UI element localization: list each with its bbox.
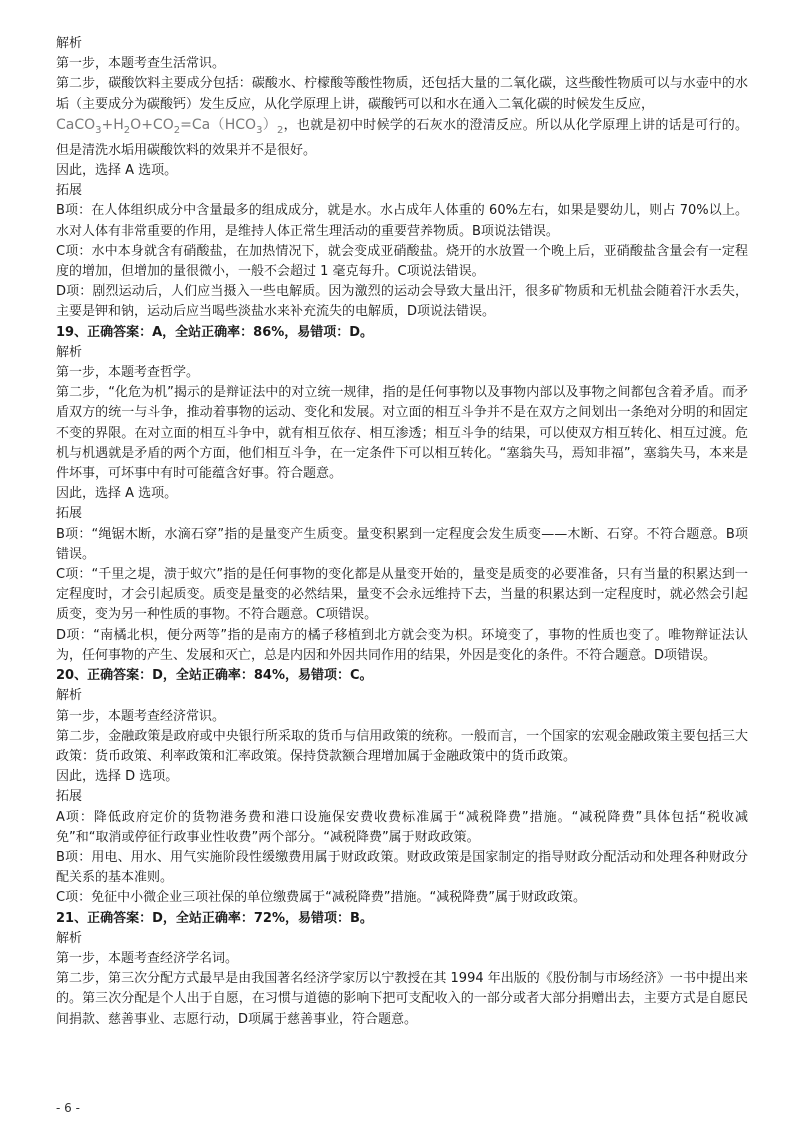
q20-step1: 第一步，本题考查经济常识。 <box>56 708 226 724</box>
extension-label-20: 拓展 <box>56 789 83 805</box>
q18-option-c: C项：水中本身就含有硝酸盐，在加热情况下，就会变成亚硝酸盐。烧开的水放置一个晚上后，亚硝酸盐含量会有一定程度的增加，但增加的量很微小，一般不会超过 1 毫克每升。C项说法错误。 <box>56 243 748 280</box>
q19-header: 19、正确答案：A，全站正确率：86%，易错项：D。 <box>56 324 374 340</box>
q18-option-d: D项：剧烈运动后，人们应当摄入一些电解质。因为激烈的运动会导致大量出汗，很多矿物质和无机盐会随着汗水丢失，主要是钾和钠，运动后应当喝些淡盐水来补充流失的电解质，D项说法错误。 <box>56 284 748 320</box>
q18-step1: 第一步，本题考查生活常识。 <box>56 56 226 72</box>
extension-label-18: 拓展 <box>56 183 83 199</box>
q18-option-b: B项：在人体组织成分中含量最多的组成成分，就是水。水占成年人体重的 60%左右，如果是婴幼儿，则占 70%以上。水对人体有非常重要的作用，是维持人体正常生理活动的重要营养物质。B项说法错误。 <box>56 203 748 239</box>
q19-option-d: D项：“南橘北枳，便分两等”指的是南方的橘子移植到北方就会变为枳。环境变了，事物的性质也变了。唯物辩证法认为，任何事物的产生、发展和灭亡，总是内因和外因共同作用的结果，外因是变化的条件。不符合题意。D项错误。 <box>56 627 748 663</box>
q20-option-b: B项：用电、用水、用气实施阶段性缓缴费用属于财政政策。财政政策是国家制定的指导财政分配活动和处理各种财政分配关系的基本准则。 <box>56 849 748 886</box>
q19-option-b: B项：“绳锯木断，水滴石穿”指的是量变产生质变。量变积累到一定程度会发生质变——木断、石穿。不符合题意。B项错误。 <box>56 526 748 562</box>
q20-header: 20、正确答案：D，全站正确率：84%，易错项：C。 <box>56 668 373 684</box>
chemical-formula: $CaCO_3+H_2O+CO_2=Ca(HCO_3)_2$ <box>56 116 284 136</box>
q20-conclusion: 因此，选择 D 选项。 <box>56 769 179 785</box>
q21-step1: 第一步，本题考查经济学名词。 <box>56 950 239 966</box>
q19-conclusion: 因此，选择 A 选项。 <box>56 486 178 502</box>
analysis-label-19: 解析 <box>56 344 83 360</box>
q20-step2: 第二步，金融政策是政府或中央银行所采取的货币与信用政策的统称。一般而言，一个国家的宏观金融政策主要包括三大政策：货币政策、利率政策和汇率政策。保持贷款额合理增加属于金融政策中的货币政策。 <box>56 728 748 764</box>
analysis-label-20: 解析 <box>56 688 83 704</box>
extension-label-19: 拓展 <box>56 506 83 522</box>
q18-step2: 第二步，碳酸饮料主要成分包括：碳酸水、柠檬酸等酸性物质，还包括大量的二氧化碳，这些酸性物质可以与水壶中的水垢（主要成分为碳酸钙）发生反应，从化学原理上讲，碳酸钙可以和水在通入二氧化碳的时候发生反应， $CaCO_3+H_2O+CO_2=Ca(HCO_3)_2$，也就是初中时候学的石灰水的澄清反应。所以从化学原理上讲的话是可行的。但是清洗水垢用碳酸饮料的效果并不是很好。 <box>56 76 748 158</box>
q21-header: 21、正确答案：D，全站正确率：72%，易错项：B。 <box>56 910 373 926</box>
analysis-label-21: 解析 <box>56 930 83 946</box>
q19-option-c: C项：“千里之堤，溃于蚁穴”指的是任何事物的变化都是从量变开始的，量变是质变的必要准备，只有当量的积累达到一定程度时，才会引起质变。质变是量变的必然结果，量变不会永远维持下去，当量的积累达到一定程度时，就必然会引起质变，变为另一种性质的事物。不符合题意。C项错误。 <box>56 567 748 623</box>
q19-step1: 第一步，本题考查哲学。 <box>56 365 200 381</box>
page-number: - 6 - <box>56 1101 80 1115</box>
q20-option-a: A项：降低政府定价的货物港务费和港口设施保安费收费标准属于“减税降费”措施。“减税降费”具体包括“税收减免”和“取消或停征行政事业性收费”两个部分。“减税降费”属于财政政策。 <box>56 809 748 845</box>
q20-option-c: C项：免征中小微企业三项社保的单位缴费属于“减税降费”措施。“减税降费”属于财政政策。 <box>56 890 587 906</box>
analysis-label-18: 解析 <box>56 36 83 51</box>
q19-step2: 第二步，“化危为机”揭示的是辩证法中的对立统一规律，指的是任何事物以及事物内部以及事物之间都包含着矛盾。而矛盾双方的统一与斗争，推动着事物的运动、变化和发展。对立面的相互斗争并不是在双方之间划出一条绝对分明的和固定不变的界限。在对立面的相互斗争中，就有相互依存、相互渗透；相互斗争的结果，可以使双方相互转化、相互过渡。危机与机遇就是矛盾的两个方面，他们相互斗争，在一定条件下可以相互转化。“塞翁失马，焉知非福”，塞翁失马，本来是件坏事，可坏事中有时可能蕴含好事。符合题意。 <box>56 385 748 482</box>
q21-step2: 第二步，第三次分配方式最早是由我国著名经济学家厉以宁教授在其 1994 年出版的《股份制与市场经济》一书中提出来的。第三次分配是个人出于自愿，在习惯与道德的影响下把可支配收入的一部分或者大部分捐赠出去，主要方式是自愿民间捐款、慈善事业、志愿行动，D项属于慈善事业，符合题意。 <box>56 971 748 1027</box>
q18-conclusion: 因此，选择 A 选项。 <box>56 163 178 179</box>
